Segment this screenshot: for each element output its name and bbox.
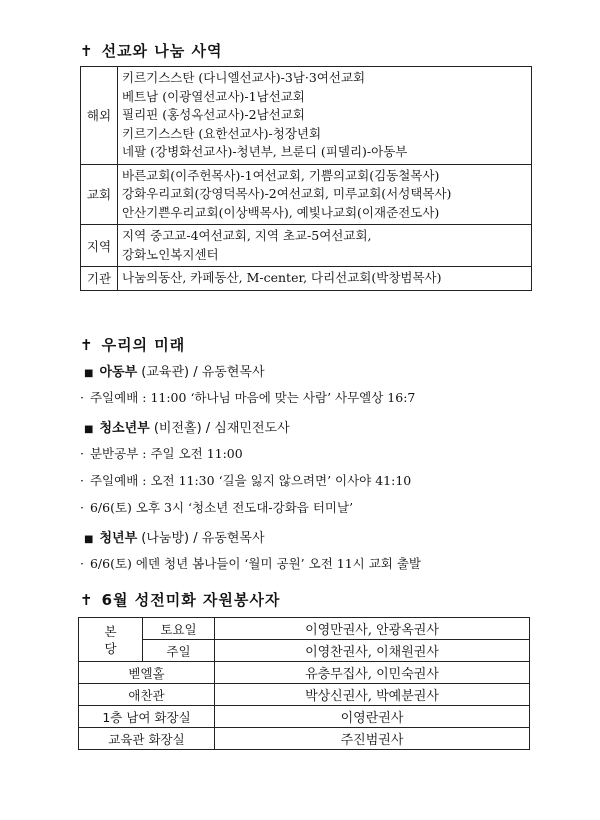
square-bullet-icon: ■	[84, 424, 94, 435]
dept-place: (교육관) / 유동현목사	[141, 365, 265, 380]
category-cell: 지역	[81, 225, 118, 267]
dept-place: (비전홀) / 심재민전도사	[153, 421, 290, 436]
main-hall-label	[79, 618, 143, 662]
detail-line	[80, 444, 243, 462]
table-row	[79, 662, 530, 684]
dept-name: 청소년부	[99, 421, 150, 436]
names-cell: 이영만권사, 안광옥권사	[215, 618, 530, 640]
table-row	[79, 640, 530, 662]
items-cell	[118, 164, 532, 225]
square-bullet-icon: ■	[84, 368, 94, 379]
list-item: 키르기스스탄 (다니엘선교사)-3남·3여선교회	[122, 70, 366, 85]
dept-heading-children	[84, 361, 265, 380]
names-cell: 이영란권사	[215, 706, 530, 728]
table-row	[79, 706, 530, 728]
area-cell: 토요일	[143, 618, 215, 640]
dot-bullet-icon: ·	[80, 556, 84, 571]
area-cell: 1층 남여 화장실	[79, 706, 215, 728]
names-cell: 주진범권사	[215, 728, 530, 750]
table-row	[81, 267, 532, 291]
area-cell: 애찬관	[79, 684, 215, 706]
detail-line	[80, 498, 353, 516]
dot-bullet-icon: ·	[80, 473, 84, 488]
names-cell: 이영찬권사, 이채원권사	[215, 640, 530, 662]
table-row	[79, 728, 530, 750]
list-item: 안산기쁜우리교회(이상백목사), 예빛나교회(이재준전도사)	[122, 204, 440, 220]
items-cell	[118, 267, 532, 291]
section-title-future	[80, 334, 185, 355]
table-row	[81, 225, 532, 267]
dept-place: (나눔방) / 유동현목사	[141, 531, 265, 546]
dept-name: 청년부	[99, 531, 138, 546]
section-title-text: 우리의 미래	[101, 336, 186, 354]
detail-text: 6/6(토) 오후 3시 ‘청소년 전도대-강화읍 터미날’	[89, 500, 354, 515]
cross-icon: ✝	[80, 335, 94, 354]
category-cell: 해외	[81, 67, 118, 165]
table-row	[81, 164, 532, 225]
mission-table	[80, 66, 532, 291]
names-cell: 유충무집사, 이민숙권사	[215, 662, 530, 684]
section-title-mission	[80, 40, 222, 61]
dot-bullet-icon: ·	[80, 446, 84, 461]
items-cell	[118, 67, 532, 165]
volunteer-table	[78, 617, 530, 750]
area-cell: 주일	[143, 640, 215, 662]
detail-line	[80, 471, 411, 489]
items-cell	[118, 225, 532, 267]
detail-line	[80, 554, 421, 572]
table-row	[79, 618, 530, 640]
cross-icon: ✝	[80, 41, 94, 60]
detail-text: 주일예배 : 11:00 ‘하나님 마음에 맞는 사람’ 사무엘상 16:7	[89, 390, 416, 405]
table-row	[81, 67, 532, 165]
section-title-text: 6월 성전미화 자원봉사자	[101, 591, 281, 609]
square-bullet-icon: ■	[84, 534, 94, 545]
table-row	[79, 684, 530, 706]
list-item: 지역 중고교-4여선교회, 지역 초교-5여선교회,	[122, 228, 372, 243]
area-cell: 벧엘홀	[79, 662, 215, 684]
list-item: 필리핀 (홍성옥선교사)-2남선교회	[122, 107, 305, 122]
category-cell: 교회	[81, 164, 118, 225]
dot-bullet-icon: ·	[80, 500, 84, 515]
list-item: 강화노인복지센터	[122, 246, 219, 262]
dept-heading-youth	[84, 417, 290, 436]
list-item: 네팔 (강병화선교사)-청년부, 브룬디 (피델리)-아동부	[122, 144, 408, 159]
cross-icon: ✝	[80, 590, 94, 609]
detail-text: 6/6(토) 에덴 청년 봄나들이 ‘월미 공원’ 오전 11시 교회 출발	[89, 556, 421, 571]
main-hall-label-1: 본	[104, 623, 117, 639]
list-item: 키르기스스탄 (요한선교사)-청장년회	[122, 125, 322, 141]
section-title-volunteers	[80, 589, 280, 610]
detail-text: 주일예배 : 오전 11:30 ‘길을 잃지 않으려면’ 이사야 41:10	[89, 473, 412, 488]
names-cell: 박상신권사, 박예분권사	[215, 684, 530, 706]
main-hall-label-2: 당	[104, 640, 117, 656]
section-title-text: 선교와 나눔 사역	[101, 42, 223, 60]
detail-text: 분반공부 : 주일 오전 11:00	[89, 446, 243, 461]
dept-heading-young-adults	[84, 527, 265, 546]
area-cell: 교육관 화장실	[79, 728, 215, 750]
list-item: 베트남 (이광열선교사)-1남선교회	[122, 88, 305, 104]
detail-line	[80, 388, 415, 406]
dept-name: 아동부	[99, 365, 138, 380]
dot-bullet-icon: ·	[80, 390, 84, 405]
category-cell: 기관	[81, 267, 118, 291]
list-item: 나눔의동산, 카페동산, M-center, 다리선교회(박창범목사)	[122, 270, 442, 285]
list-item: 강화우리교회(강영덕목사)-2여선교회, 미루교회(서성택목사)	[122, 186, 452, 201]
list-item: 바른교회(이주헌목사)-1여선교회, 기쁨의교회(김동철목사)	[122, 167, 440, 183]
